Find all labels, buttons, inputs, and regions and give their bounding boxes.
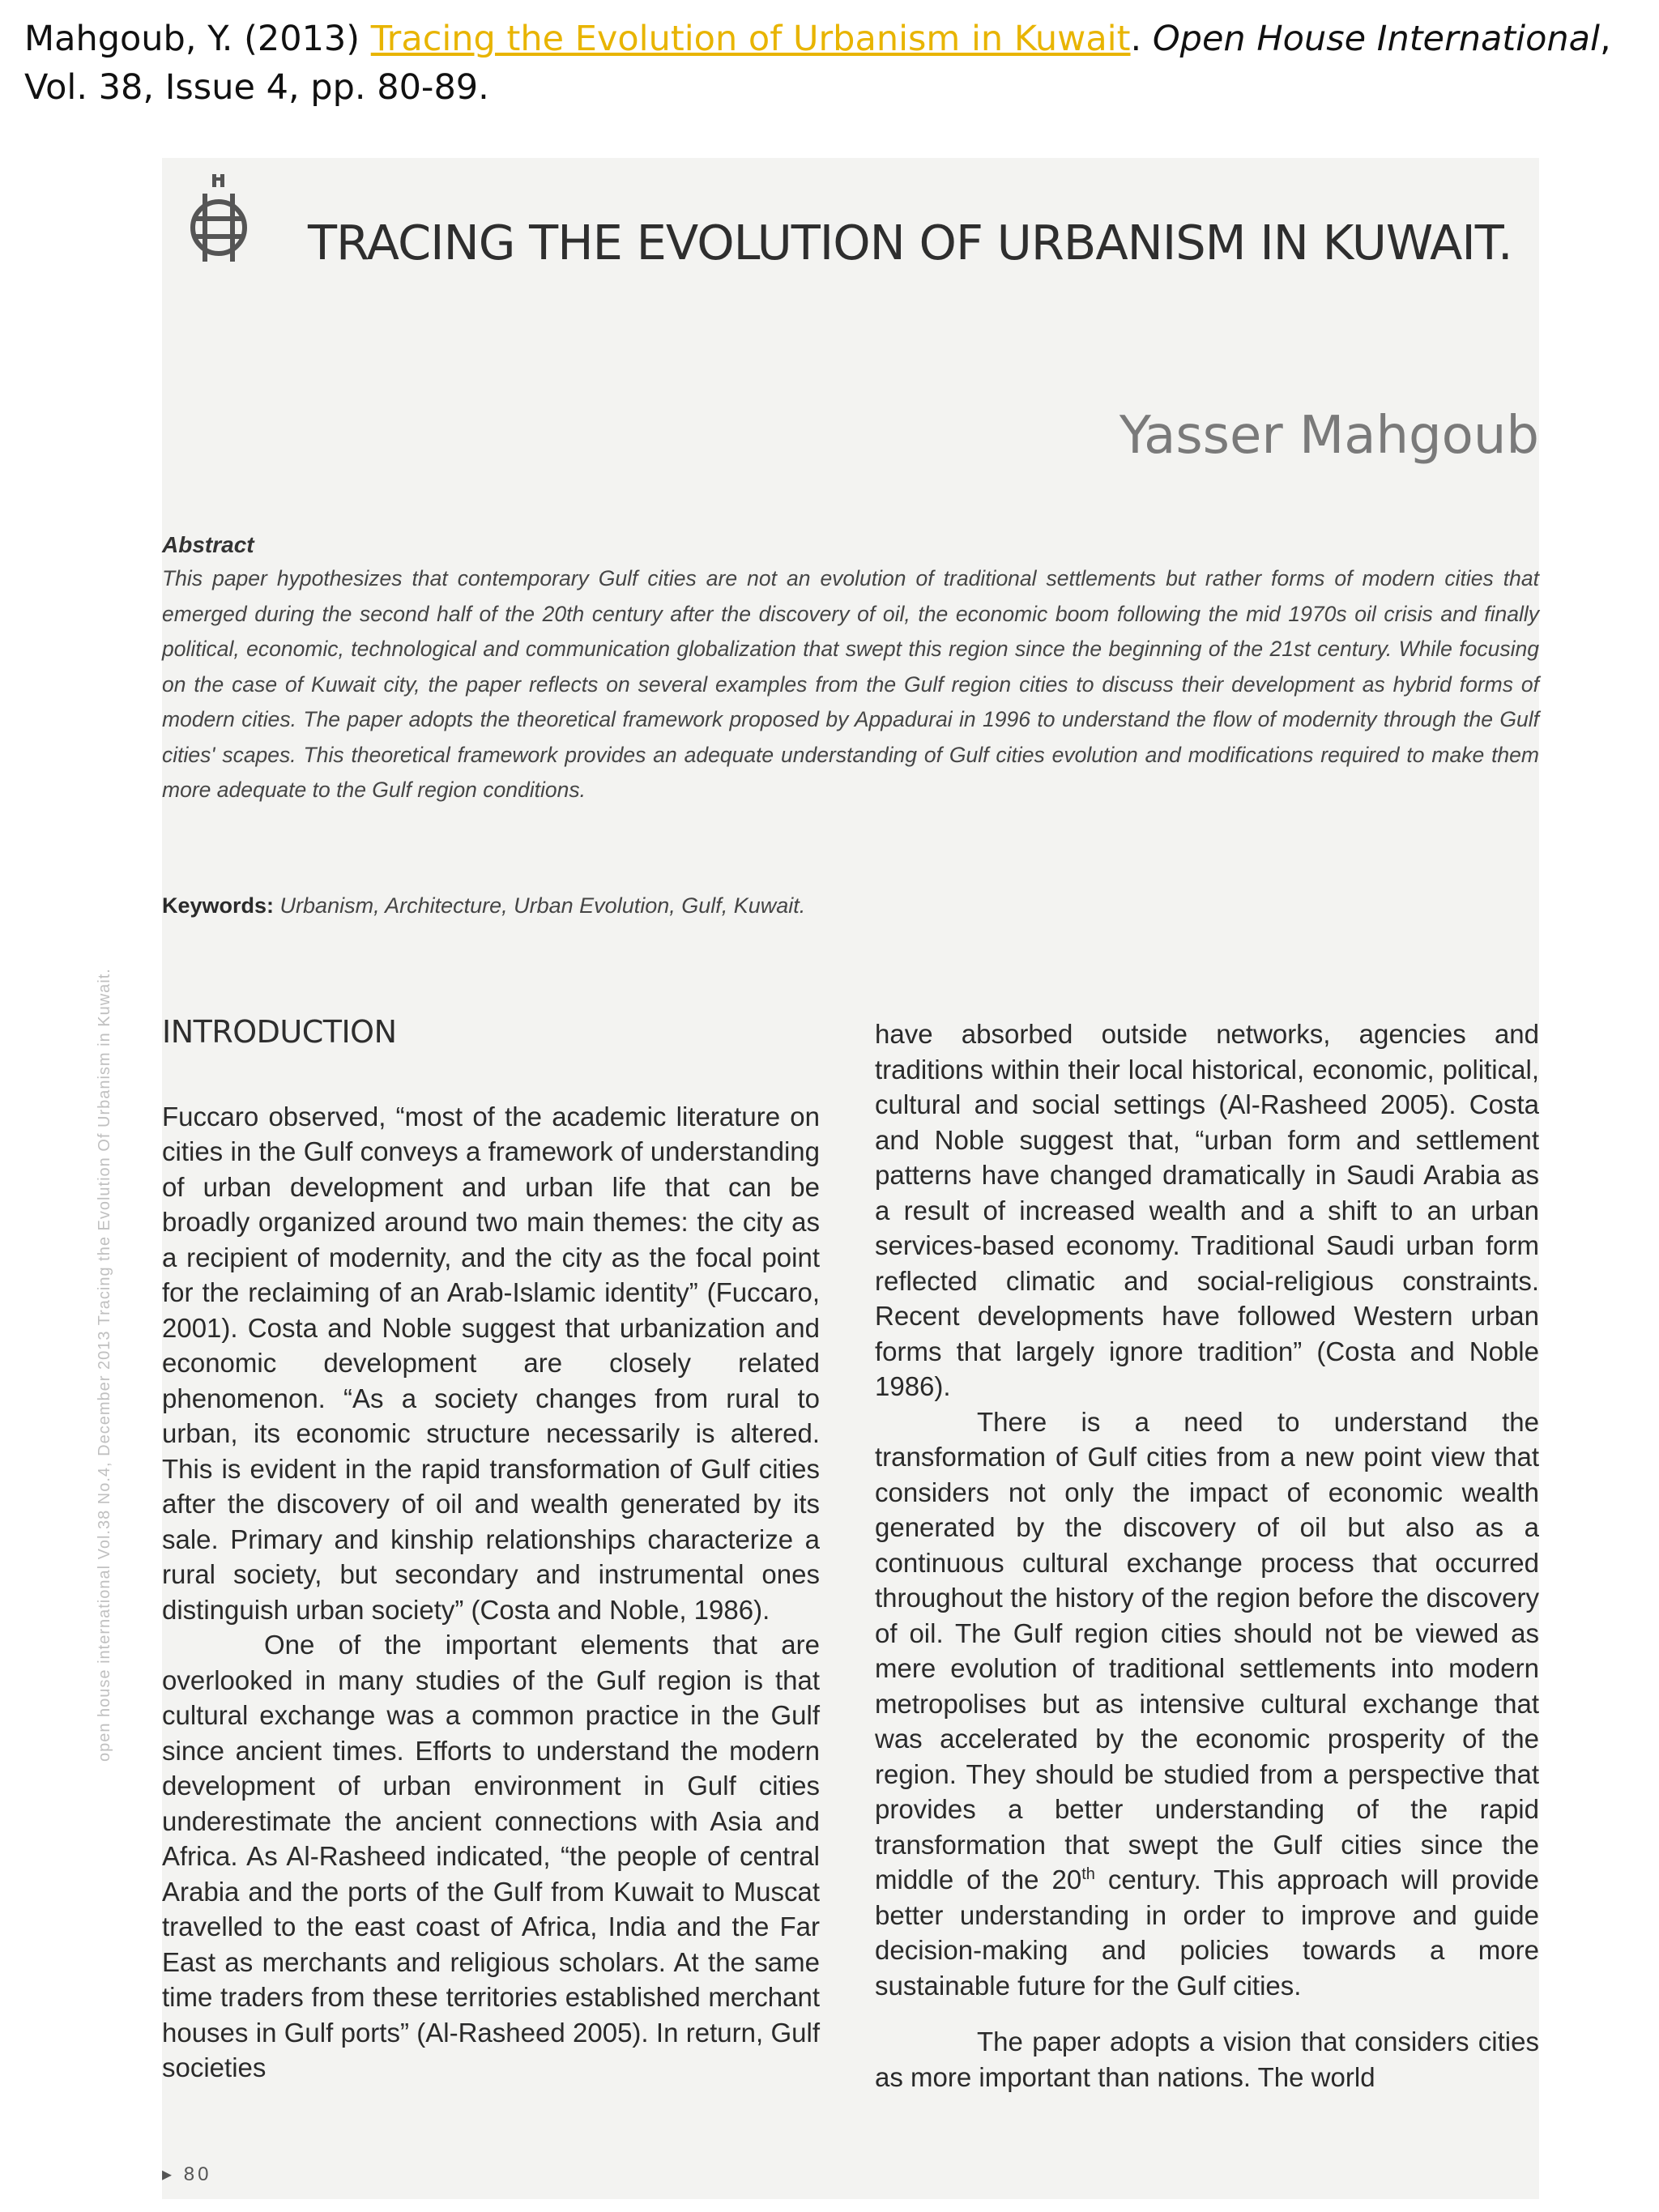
superscript: th	[1081, 1865, 1095, 1883]
paper-title: TRACING THE EVOLUTION OF URBANISM IN KUWAIT.	[308, 215, 1512, 271]
citation-volume: Vol. 38, Issue 4, pp. 80-89.	[24, 67, 489, 108]
abstract-text: This paper hypothesizes that contemporary Gulf cities are not an evolution of traditional settlements but rather forms of modern cities that emerged during the second half of the 20th century after the discovery of oil, the economic boom following the mid 1970s oil crisis and finally political, economic, technological and communication globalization that swept this region since the beginning of the 21st century. While focusing on the case of Kuwait city, the paper reflects on several examples from the Gulf region cities to discuss their development as hybrid forms of modern cities. The paper adopts the theoretical framework proposed by Appadurai in 1996 to understand the flow of modernity through the Gulf cities' scapes. This theoretical framework provides an adequate understanding of Gulf cities evolution and modifications required to make them more adequate to the Gulf region conditions.	[162, 566, 1539, 802]
right-paragraph-1: have absorbed outside networks, agencies and traditions within their local historical, economic, political, cultural and social settings (Al-Rasheed 2005). Costa and Noble suggest that, “urban form and settlement patterns have changed dramatically in Saudi Arabia as a result of increased wealth and a shift to an urban services-based economy. Traditional Saudi urban form reflected climatic and social-religious constraints. Recent developments have followed Western urban forms that largely ignore tradition” (Costa and Noble 1986).	[875, 1019, 1539, 1401]
page-number: ▸ 80	[162, 2163, 212, 2185]
paper-link[interactable]: Tracing the Evolution of Urbanism in Kuwait	[370, 19, 1131, 59]
abstract	[162, 532, 1539, 808]
left-paragraph-2: One of the important elements that are overlooked in many studies of the Gulf region is that cultural exchange was a common practice in the Gulf since ancient times. Efforts to understand the modern development of urban environment in Gulf cities underestimate the ancient connections with Asia and Africa. As Al-Rasheed indicated, “the people of central Arabia and the ports of the Gulf from Kuwait to Muscat travelled to the east coast of Africa, India and the Far East as merchants and religious scholars. At the same time traders from these territories established merchant houses in Gulf ports” (Al-Rasheed 2005). In return, Gulf societies	[162, 1630, 820, 2082]
left-paragraph-1: Fuccaro observed, “most of the academic literature on cities in the Gulf conveys a framework of understanding of urban development and urban life that can be broadly organized around two main themes: the city as a recipient of modernity, and the city as the focal point for the reclaiming of an Arab-Islamic identity” (Fuccaro, 2001). Costa and Noble suggest that urbanization and economic development are closely related phenomenon. “As a society changes from rural to urban, its economic structure necessarily is altered. This is evident in the rapid transformation of Gulf cities after the discovery of oil and wealth generated by its sale. Primary and kinship relationships characterize a rural society, but secondary and instrumental ones distinguish urban society” (Costa and Noble, 1986).	[162, 1101, 820, 1625]
paper-page-image	[96, 158, 1539, 2199]
section-heading: INTRODUCTION	[162, 1014, 397, 1050]
running-side-text: open house international Vol.38 No.4, December 2013 Tracing the Evolution Of Urbanism in Kuwait.	[96, 968, 113, 1762]
right-paragraph-2-text: There is a need to understand the transformation of Gulf cities from a new point view that considers not only the impact of economic wealth generated by the discovery of oil but also as a continuous cultural exchange process that occurred throughout the history of the region before the discovery of oil. The Gulf region cities should not be viewed as mere evolution of traditional settlements into modern metropolises but as intensive cultural exchange that was accelerated by the economic prosperity of the region. They should be studied from a perspective that provides a better understanding of the rapid transformation that swept the Gulf cities since the middle of the 20	[875, 1406, 1539, 1894]
open-house-international-logo-icon	[186, 174, 251, 263]
citation-journal: Open House International	[1152, 19, 1600, 59]
right-paragraph-3: The paper adopts a vision that considers cities as more important than nations. The world	[875, 2027, 1539, 2092]
keywords	[162, 893, 1539, 918]
citation-author-year: Mahgoub, Y. (2013)	[24, 19, 371, 59]
citation-after-link: .	[1130, 19, 1153, 59]
left-column	[162, 1015, 820, 2086]
keywords-list: Urbanism, Architecture, Urban Evolution, Gulf, Kuwait.	[274, 893, 806, 918]
citation	[24, 15, 1636, 112]
right-column	[875, 1016, 1539, 2095]
abstract-heading: Abstract	[162, 532, 254, 557]
paper-author: Yasser Mahgoub	[1119, 406, 1539, 466]
right-paragraph-2-end: century. This approach will provide better understanding in order to improve and guide decision-making and policies towards a more sustainable future for the Gulf cities.	[875, 1865, 1539, 2001]
citation-after-journal: ,	[1599, 19, 1611, 59]
keywords-label: Keywords:	[162, 893, 275, 918]
right-paragraph-2	[875, 1404, 1539, 2004]
